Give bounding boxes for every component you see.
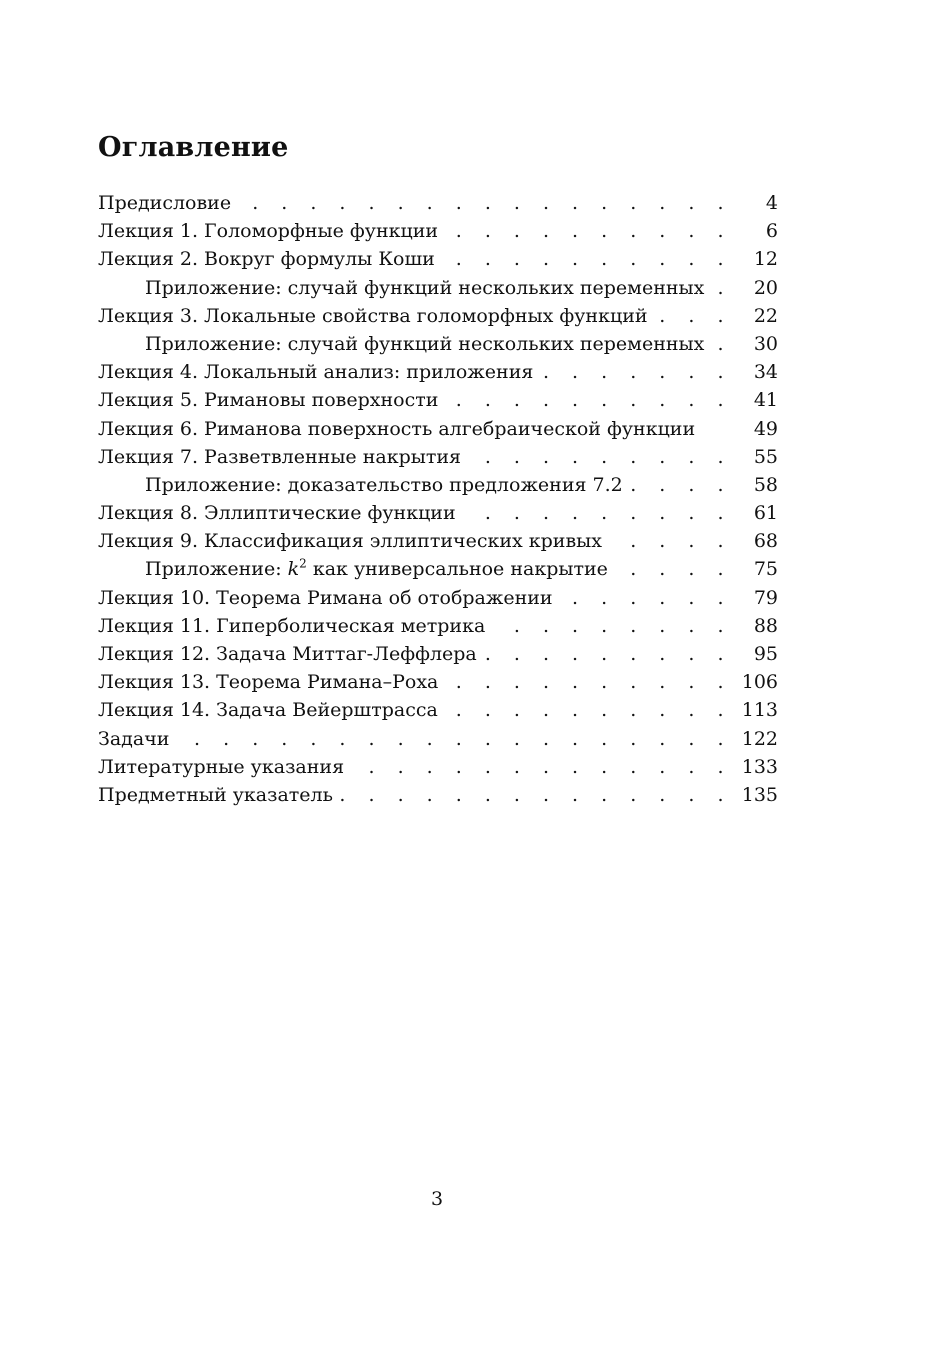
toc-page-number: 34 xyxy=(753,361,778,384)
toc-page-number: 20 xyxy=(753,276,778,299)
toc-entry-preface[interactable] xyxy=(98,189,778,217)
toc-entry-label: Лекция 14. Задача Вейерштрасса xyxy=(98,699,438,722)
toc-dot-leader xyxy=(444,386,732,414)
toc-entry-lecture-9[interactable] xyxy=(98,527,778,555)
toc-entry-lecture-2[interactable] xyxy=(98,245,778,273)
toc-dot-leader xyxy=(710,330,732,358)
toc-entry-label: Лекция 4. Локальный анализ: приложения xyxy=(98,361,534,384)
toc-entry-lecture-5[interactable] xyxy=(98,386,778,414)
toc-entry-label: Приложение: случай функций нескольких переменных xyxy=(145,332,705,355)
toc-dot-leader xyxy=(175,725,732,753)
toc-dot-leader xyxy=(467,443,732,471)
toc-entry-label: Лекция 9. Классификация эллиптических кривых xyxy=(98,530,603,553)
toc-entry-label: Лекция 11. Гиперболическая метрика xyxy=(98,614,486,637)
toc-dot-leader xyxy=(339,781,732,809)
toc-entry-appendix-7[interactable] xyxy=(98,471,778,499)
toc-page-number: 133 xyxy=(741,755,778,778)
toc-dot-leader xyxy=(539,358,732,386)
toc-dot-leader xyxy=(483,640,732,668)
toc-page-number: 68 xyxy=(753,530,778,553)
toc-entry-label: Предметный указатель xyxy=(98,783,333,806)
toc-entry-bibliography[interactable] xyxy=(98,753,778,781)
math-superscript: 2 xyxy=(299,557,307,572)
toc-label-prefix: Приложение: xyxy=(145,558,288,581)
toc-entry-lecture-7[interactable] xyxy=(98,443,778,471)
toc-dot-leader xyxy=(444,668,732,696)
toc-entry-lecture-14[interactable] xyxy=(98,696,778,724)
toc-page-number: 106 xyxy=(741,671,778,694)
toc-entry-label: Лекция 10. Теорема Римана об отображении xyxy=(98,586,553,609)
toc-page-number: 12 xyxy=(753,248,778,271)
toc-dot-leader xyxy=(350,753,732,781)
toc-dot-leader xyxy=(559,584,732,612)
toc-label-suffix: как универсальное накрытие xyxy=(306,558,608,581)
toc-dot-leader xyxy=(444,217,732,245)
table-of-contents xyxy=(98,189,778,809)
toc-dot-leader xyxy=(237,189,732,217)
toc-page-number: 95 xyxy=(753,643,778,665)
toc-dot-leader xyxy=(444,696,732,724)
toc-page-number: 75 xyxy=(753,558,778,581)
toc-entry-label: Приложение: случай функций нескольких переменных xyxy=(145,276,705,299)
toc-page-number: 22 xyxy=(753,304,778,327)
toc-entry-appendix-3[interactable] xyxy=(98,330,778,358)
toc-dot-leader xyxy=(710,274,732,302)
page-number: 3 xyxy=(430,1188,444,1210)
toc-entry-label: Лекция 3. Локальные свойства голоморфных функций xyxy=(98,304,648,327)
toc-entry-appendix-2[interactable] xyxy=(98,274,778,302)
toc-dot-leader xyxy=(441,245,732,273)
toc-entry-appendix-9[interactable] xyxy=(98,555,778,583)
toc-page-number: 58 xyxy=(753,473,778,496)
toc-entry-label: Лекция 6. Риманова поверхность алгебраической функции xyxy=(98,417,696,440)
page-title: Оглавление xyxy=(98,132,289,163)
toc-dot-leader xyxy=(614,555,732,583)
toc-entry-label: Лекция 2. Вокруг формулы Коши xyxy=(98,248,435,271)
toc-page-number: 61 xyxy=(753,502,778,525)
toc-page-number: 55 xyxy=(753,445,778,468)
toc-entry-label: Лекция 5. Римановы поверхности xyxy=(98,389,439,412)
toc-entry-lecture-3[interactable] xyxy=(98,302,778,330)
toc-entry-label: Приложение: доказательство предложения 7.2 xyxy=(145,473,623,496)
toc-dot-leader xyxy=(608,527,732,555)
toc-entry-problems[interactable] xyxy=(98,725,778,753)
toc-page-number: 88 xyxy=(753,614,778,637)
toc-page-number: 4 xyxy=(765,192,778,214)
toc-entry-lecture-8[interactable] xyxy=(98,499,778,527)
toc-entry-lecture-1[interactable] xyxy=(98,217,778,245)
toc-entry-lecture-10[interactable] xyxy=(98,584,778,612)
toc-entry-label: Лекция 7. Разветвленные накрытия xyxy=(98,445,462,468)
toc-dot-leader xyxy=(654,302,732,330)
toc-page-number: 30 xyxy=(753,332,778,355)
toc-entry-lecture-13[interactable] xyxy=(98,668,778,696)
math-variable-k: k xyxy=(287,558,300,581)
toc-entry-label: Лекция 8. Эллиптические функции xyxy=(98,502,456,525)
toc-entry-index[interactable] xyxy=(98,781,778,809)
toc-page-number: 113 xyxy=(741,699,778,722)
toc-dot-leader xyxy=(462,499,732,527)
toc-dot-leader xyxy=(629,471,732,499)
toc-page-number: 122 xyxy=(741,727,778,750)
toc-entry-label: Предисловие xyxy=(98,192,232,214)
toc-page-number: 41 xyxy=(753,389,778,412)
toc-entry-label xyxy=(145,555,614,583)
toc-entry-label: Лекция 13. Теорема Римана–Роха xyxy=(98,671,439,694)
toc-dot-leader xyxy=(491,612,732,640)
toc-entry-lecture-4[interactable] xyxy=(98,358,778,386)
toc-page-number: 79 xyxy=(753,586,778,609)
toc-entry-label: Лекция 1. Голоморфные функции xyxy=(98,220,439,243)
toc-page-number: 6 xyxy=(765,220,778,243)
toc-entry-label: Литературные указания xyxy=(98,755,345,778)
toc-entry-label: Задачи xyxy=(98,727,170,750)
toc-entry-lecture-6[interactable] xyxy=(98,415,778,443)
toc-entry-lecture-11[interactable] xyxy=(98,612,778,640)
toc-page-number: 49 xyxy=(753,417,778,440)
toc-entry-label: Лекция 12. Задача Миттаг-Леффлера xyxy=(98,643,477,665)
toc-entry-lecture-12[interactable] xyxy=(98,640,778,668)
toc-page-number: 135 xyxy=(741,783,778,806)
